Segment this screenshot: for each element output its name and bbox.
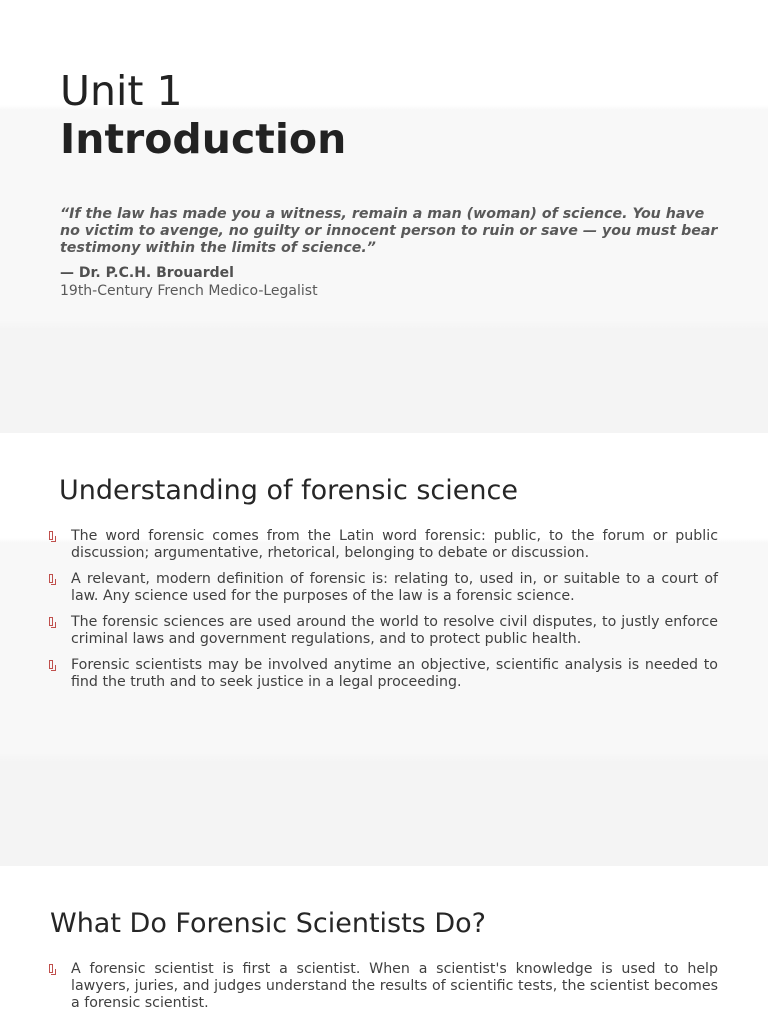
list-item: Forensic scientists may be involved anytime an objective, scientific analysis is needed to find the truth and to seek justice in a legal proceeding. <box>49 657 718 691</box>
slide-3 <box>0 866 768 1024</box>
bullet-marker-icon <box>49 964 53 973</box>
section-title: Understanding of forensic science <box>59 475 518 506</box>
bullet-marker-icon <box>49 531 53 540</box>
bullet-list <box>49 528 718 700</box>
quote-author-role: 19th-Century French Medico-Legalist <box>60 283 318 299</box>
title-block <box>60 68 346 164</box>
bullet-marker-icon <box>49 660 53 669</box>
list-item: The word forensic comes from the Latin word forensic: public, to the forum or public discussion; argumentative, rhetorical, belonging to debate or discussion. <box>49 528 718 562</box>
section-title: What Do Forensic Scientists Do? <box>50 908 486 939</box>
list-item: A relevant, modern definition of forensic is: relating to, used in, or suitable to a court of law. Any science used for the purposes of the law is a forensic science. <box>49 571 718 605</box>
quote-text: “If the law has made you a witness, remain a man (woman) of science. You have no victim to avenge, no guilty or innocent person to ruin or save — you must bear testimony within the limits of science.” <box>60 206 718 256</box>
list-item: The forensic sciences are used around the world to resolve civil disputes, to justly enforce criminal laws and government regulations, and to protect public health. <box>49 614 718 648</box>
slide-title: Introduction <box>60 115 347 163</box>
slide-1 <box>0 0 768 433</box>
slide-2 <box>0 433 768 866</box>
bullet-marker-icon <box>49 574 53 583</box>
bullet-marker-icon <box>49 617 53 626</box>
bullet-list <box>49 961 718 1021</box>
quote-author: — Dr. P.C.H. Brouardel <box>60 265 234 281</box>
unit-label: Unit 1 <box>60 67 183 115</box>
list-item: A forensic scientist is first a scientist. When a scientist's knowledge is used to help lawyers, juries, and judges understand the results of scientific tests, the scientist becomes a forensic scientist. <box>49 961 718 1013</box>
